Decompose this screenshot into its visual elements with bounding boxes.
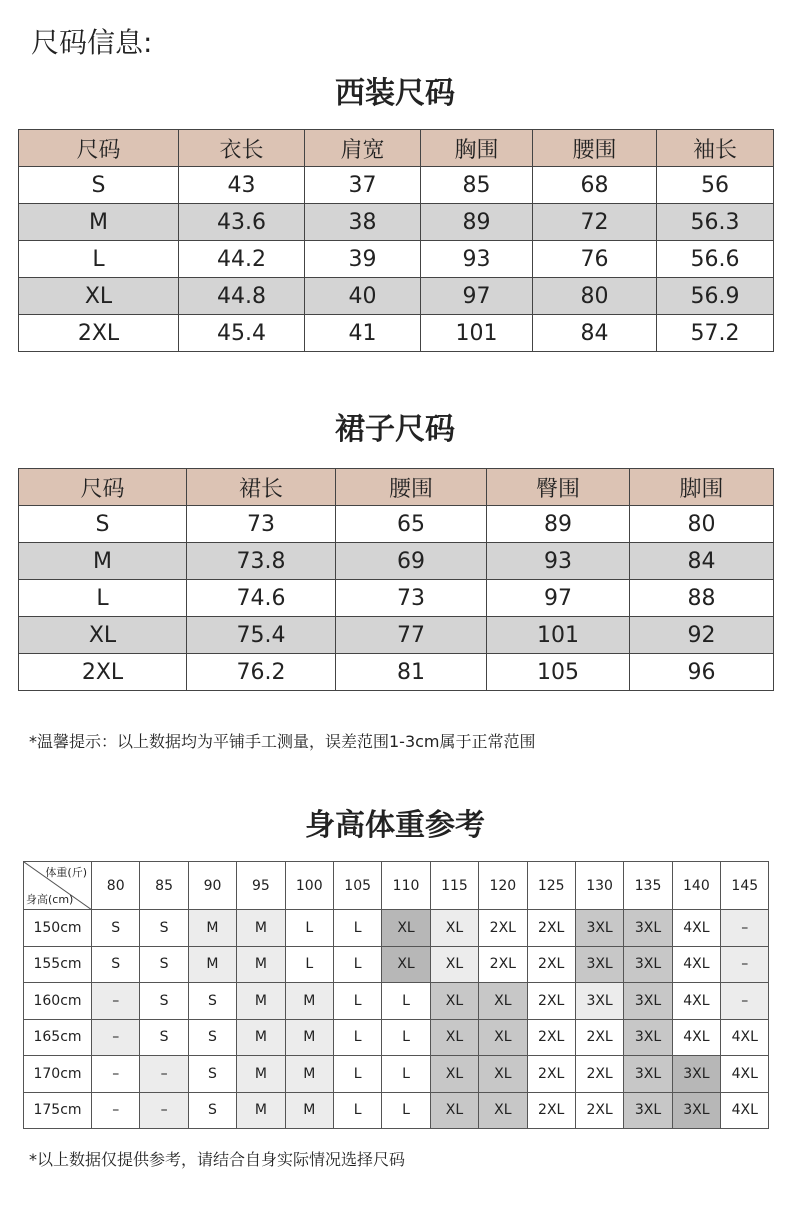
measurement-cell: 56.3 xyxy=(657,204,774,241)
height-weight-table xyxy=(23,861,769,1129)
table-row xyxy=(24,983,769,1020)
height-label: 160cm xyxy=(24,983,92,1020)
size-recommendation-cell: M xyxy=(237,946,285,983)
measurement-cell: 69 xyxy=(336,543,487,580)
size-recommendation-cell: 3XL xyxy=(624,1019,672,1056)
size-recommendation-cell: 4XL xyxy=(672,983,720,1020)
size-recommendation-cell: 3XL xyxy=(672,1092,720,1129)
size-recommendation-cell: 3XL xyxy=(575,983,623,1020)
size-recommendation-cell: L xyxy=(285,910,333,947)
size-recommendation-cell: XL xyxy=(430,1092,478,1129)
measurement-cell: 77 xyxy=(336,617,487,654)
size-recommendation-cell: – xyxy=(92,1056,140,1093)
size-recommendation-cell: 4XL xyxy=(721,1019,769,1056)
measurement-cell: 92 xyxy=(630,617,774,654)
size-recommendation-cell: 2XL xyxy=(527,1019,575,1056)
measurement-cell: 97 xyxy=(421,278,533,315)
skirt-size-table xyxy=(18,468,774,691)
measurement-cell: 76.2 xyxy=(187,654,336,691)
weight-header: 80 xyxy=(92,862,140,910)
size-recommendation-cell: S xyxy=(140,1019,188,1056)
measurement-cell: 72 xyxy=(533,204,657,241)
table-row xyxy=(19,543,774,580)
measurement-cell: 84 xyxy=(533,315,657,352)
size-recommendation-cell: 3XL xyxy=(624,983,672,1020)
height-label: 150cm xyxy=(24,910,92,947)
size-recommendation-cell: 4XL xyxy=(672,910,720,947)
size-recommendation-cell: L xyxy=(333,983,381,1020)
size-label: XL xyxy=(19,278,179,315)
size-recommendation-cell: XL xyxy=(430,946,478,983)
size-recommendation-cell: M xyxy=(285,1092,333,1129)
size-recommendation-cell: M xyxy=(285,1056,333,1093)
corner-cell xyxy=(24,862,92,910)
measurement-cell: 88 xyxy=(630,580,774,617)
size-recommendation-cell: 3XL xyxy=(575,910,623,947)
size-recommendation-cell: 2XL xyxy=(527,946,575,983)
size-recommendation-cell: M xyxy=(188,946,236,983)
table-row xyxy=(24,910,769,947)
size-recommendation-cell: XL xyxy=(479,1092,527,1129)
measurement-cell: 56.9 xyxy=(657,278,774,315)
size-recommendation-cell: – xyxy=(92,983,140,1020)
size-recommendation-cell: M xyxy=(285,1019,333,1056)
table-row xyxy=(19,204,774,241)
measurement-cell: 73 xyxy=(187,506,336,543)
size-recommendation-cell: 2XL xyxy=(527,910,575,947)
measurement-cell: 38 xyxy=(305,204,421,241)
size-recommendation-cell: 3XL xyxy=(575,946,623,983)
size-recommendation-cell: XL xyxy=(479,1056,527,1093)
column-header: 胸围 xyxy=(421,130,533,167)
table-row xyxy=(19,278,774,315)
size-label: L xyxy=(19,580,187,617)
measurement-cell: 75.4 xyxy=(187,617,336,654)
height-label: 155cm xyxy=(24,946,92,983)
size-recommendation-cell: L xyxy=(382,1092,430,1129)
size-recommendation-cell: – xyxy=(92,1019,140,1056)
table-row xyxy=(24,1019,769,1056)
column-header: 臀围 xyxy=(487,469,630,506)
size-recommendation-cell: S xyxy=(140,983,188,1020)
weight-header: 110 xyxy=(382,862,430,910)
size-recommendation-cell: 4XL xyxy=(721,1056,769,1093)
measurement-cell: 37 xyxy=(305,167,421,204)
column-header: 肩宽 xyxy=(305,130,421,167)
height-weight-title: 身高体重参考 xyxy=(305,808,485,843)
weight-header: 120 xyxy=(479,862,527,910)
measurement-cell: 101 xyxy=(421,315,533,352)
measurement-cell: 80 xyxy=(630,506,774,543)
measurement-cell: 44.8 xyxy=(179,278,305,315)
height-weight-table-body xyxy=(24,862,769,1129)
header-row xyxy=(19,130,774,167)
size-recommendation-cell: L xyxy=(382,1019,430,1056)
weight-axis-label: 体重(斤) xyxy=(45,866,87,879)
measurement-cell: 43.6 xyxy=(179,204,305,241)
measurement-cell: 57.2 xyxy=(657,315,774,352)
size-recommendation-cell: – xyxy=(721,946,769,983)
measurement-cell: 74.6 xyxy=(187,580,336,617)
column-header: 腰围 xyxy=(533,130,657,167)
column-header: 脚围 xyxy=(630,469,774,506)
size-recommendation-cell: L xyxy=(333,1056,381,1093)
size-recommendation-cell: S xyxy=(92,946,140,983)
size-recommendation-cell: XL xyxy=(430,983,478,1020)
weight-header: 85 xyxy=(140,862,188,910)
size-recommendation-cell: XL xyxy=(382,946,430,983)
measurement-cell: 68 xyxy=(533,167,657,204)
size-label: S xyxy=(19,167,179,204)
measurement-cell: 93 xyxy=(487,543,630,580)
table-row xyxy=(19,241,774,278)
table-row xyxy=(24,946,769,983)
size-recommendation-cell: 3XL xyxy=(624,946,672,983)
skirt-size-table-body xyxy=(19,469,774,691)
measurement-cell: 56 xyxy=(657,167,774,204)
weight-header: 135 xyxy=(624,862,672,910)
measurement-cell: 73 xyxy=(336,580,487,617)
size-recommendation-cell: M xyxy=(237,1056,285,1093)
measurement-cell: 89 xyxy=(487,506,630,543)
size-recommendation-cell: 4XL xyxy=(672,1019,720,1056)
size-recommendation-cell: M xyxy=(285,983,333,1020)
weight-header: 95 xyxy=(237,862,285,910)
column-header: 尺码 xyxy=(19,469,187,506)
size-recommendation-cell: 4XL xyxy=(672,946,720,983)
size-recommendation-cell: 2XL xyxy=(479,910,527,947)
table-row xyxy=(19,315,774,352)
weight-header: 105 xyxy=(333,862,381,910)
measurement-cell: 43 xyxy=(179,167,305,204)
size-recommendation-cell: – xyxy=(140,1092,188,1129)
size-recommendation-cell: L xyxy=(382,1056,430,1093)
measurement-cell: 93 xyxy=(421,241,533,278)
size-recommendation-cell: 3XL xyxy=(672,1056,720,1093)
measurement-cell: 65 xyxy=(336,506,487,543)
measurement-cell: 41 xyxy=(305,315,421,352)
height-label: 175cm xyxy=(24,1092,92,1129)
size-recommendation-cell: 2XL xyxy=(575,1019,623,1056)
size-recommendation-cell: S xyxy=(188,1019,236,1056)
size-recommendation-cell: – xyxy=(140,1056,188,1093)
size-recommendation-cell: L xyxy=(333,946,381,983)
size-recommendation-cell: 2XL xyxy=(575,1092,623,1129)
table-row xyxy=(24,1092,769,1129)
size-recommendation-cell: 2XL xyxy=(479,946,527,983)
size-recommendation-cell: XL xyxy=(479,983,527,1020)
size-recommendation-cell: M xyxy=(237,1019,285,1056)
table-row xyxy=(19,167,774,204)
size-recommendation-cell: XL xyxy=(430,910,478,947)
measurement-cell: 45.4 xyxy=(179,315,305,352)
table-row xyxy=(19,506,774,543)
table-row xyxy=(24,1056,769,1093)
size-recommendation-cell: – xyxy=(92,1092,140,1129)
size-recommendation-cell: 2XL xyxy=(527,983,575,1020)
size-label: L xyxy=(19,241,179,278)
measurement-cell: 101 xyxy=(487,617,630,654)
column-header: 腰围 xyxy=(336,469,487,506)
column-header: 裙长 xyxy=(187,469,336,506)
weight-header: 125 xyxy=(527,862,575,910)
suit-size-table xyxy=(18,129,774,352)
size-label: M xyxy=(19,543,187,580)
measurement-cell: 73.8 xyxy=(187,543,336,580)
measurement-cell: 105 xyxy=(487,654,630,691)
size-recommendation-cell: 3XL xyxy=(624,1056,672,1093)
size-recommendation-cell: S xyxy=(92,910,140,947)
weight-header: 115 xyxy=(430,862,478,910)
page-heading: 尺码信息: xyxy=(31,26,153,59)
weight-header-row xyxy=(24,862,769,910)
size-recommendation-cell: XL xyxy=(382,910,430,947)
size-recommendation-cell: 3XL xyxy=(624,910,672,947)
size-recommendation-cell: – xyxy=(721,910,769,947)
table-row xyxy=(19,654,774,691)
size-recommendation-cell: L xyxy=(285,946,333,983)
measurement-note: *温馨提示：以上数据均为平铺手工测量，误差范围1-3cm属于正常范围 xyxy=(29,732,536,751)
size-recommendation-cell: XL xyxy=(430,1019,478,1056)
column-header: 尺码 xyxy=(19,130,179,167)
measurement-cell: 84 xyxy=(630,543,774,580)
size-recommendation-cell: S xyxy=(188,1092,236,1129)
weight-header: 100 xyxy=(285,862,333,910)
measurement-cell: 44.2 xyxy=(179,241,305,278)
skirt-size-title: 裙子尺码 xyxy=(335,412,455,447)
weight-header: 130 xyxy=(575,862,623,910)
height-axis-label: 身高(cm) xyxy=(26,893,74,906)
size-label: XL xyxy=(19,617,187,654)
measurement-cell: 80 xyxy=(533,278,657,315)
size-label: 2XL xyxy=(19,654,187,691)
column-header: 衣长 xyxy=(179,130,305,167)
size-recommendation-cell: L xyxy=(333,1092,381,1129)
size-recommendation-cell: L xyxy=(333,1019,381,1056)
suit-size-table-body xyxy=(19,130,774,352)
size-recommendation-cell: S xyxy=(140,946,188,983)
height-label: 165cm xyxy=(24,1019,92,1056)
weight-header: 145 xyxy=(721,862,769,910)
size-recommendation-cell: 2XL xyxy=(527,1056,575,1093)
header-row xyxy=(19,469,774,506)
weight-header: 90 xyxy=(188,862,236,910)
size-label: 2XL xyxy=(19,315,179,352)
size-recommendation-cell: S xyxy=(188,1056,236,1093)
size-recommendation-cell: S xyxy=(188,983,236,1020)
size-label: S xyxy=(19,506,187,543)
size-label: M xyxy=(19,204,179,241)
measurement-cell: 85 xyxy=(421,167,533,204)
measurement-cell: 76 xyxy=(533,241,657,278)
suit-size-title: 西装尺码 xyxy=(335,76,455,111)
size-recommendation-cell: 2XL xyxy=(575,1056,623,1093)
measurement-cell: 40 xyxy=(305,278,421,315)
reference-note: *以上数据仅提供参考，请结合自身实际情况选择尺码 xyxy=(29,1150,406,1169)
size-recommendation-cell: 3XL xyxy=(624,1092,672,1129)
size-recommendation-cell: L xyxy=(382,983,430,1020)
size-recommendation-cell: S xyxy=(140,910,188,947)
size-recommendation-cell: M xyxy=(237,983,285,1020)
height-label: 170cm xyxy=(24,1056,92,1093)
size-recommendation-cell: L xyxy=(333,910,381,947)
size-recommendation-cell: 4XL xyxy=(721,1092,769,1129)
size-recommendation-cell: M xyxy=(237,1092,285,1129)
measurement-cell: 81 xyxy=(336,654,487,691)
column-header: 袖长 xyxy=(657,130,774,167)
table-row xyxy=(19,580,774,617)
size-recommendation-cell: XL xyxy=(479,1019,527,1056)
table-row xyxy=(19,617,774,654)
size-recommendation-cell: 2XL xyxy=(527,1092,575,1129)
size-recommendation-cell: M xyxy=(237,910,285,947)
size-recommendation-cell: M xyxy=(188,910,236,947)
measurement-cell: 97 xyxy=(487,580,630,617)
measurement-cell: 56.6 xyxy=(657,241,774,278)
weight-header: 140 xyxy=(672,862,720,910)
size-recommendation-cell: – xyxy=(721,983,769,1020)
size-recommendation-cell: XL xyxy=(430,1056,478,1093)
measurement-cell: 96 xyxy=(630,654,774,691)
measurement-cell: 89 xyxy=(421,204,533,241)
measurement-cell: 39 xyxy=(305,241,421,278)
